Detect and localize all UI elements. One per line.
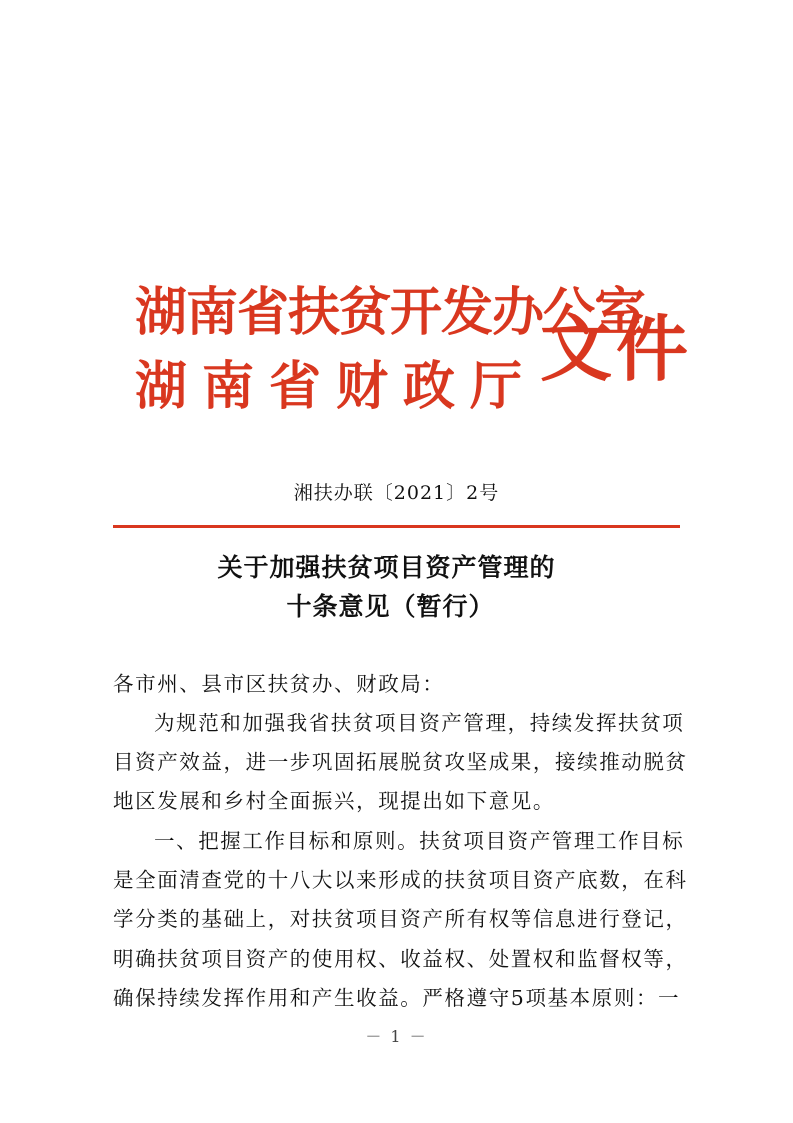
paragraph-line: 学分类的基础上，对扶贫项目资产所有权等信息进行登记， [113,907,688,932]
issuing-org-1: 湖南省扶贫开发办公室 [135,283,646,343]
document-title-line-1: 关于加强扶贫项目资产管理的 [217,553,556,582]
paragraph-line: 明确扶贫项目资产的使用权、收益权、处置权和监督权等， [113,946,688,971]
document-type-label: 文件 [540,307,693,391]
paragraph-line: 确保持续发挥作用和产生收益。严格遵守5项基本原则：一 [113,985,681,1010]
salutation: 各市州、县市区扶贫办、财政局： [113,672,445,696]
paragraph-line: 目资产效益，进一步巩固拓展脱贫攻坚成果，接续推动脱贫 [113,750,688,775]
issuing-org-2: 湖南省财政厅 [135,357,538,417]
page-number: － 1 － [365,1027,428,1046]
paragraph-line: 为规范和加强我省扶贫项目资产管理，持续发挥扶贫项 [154,711,685,735]
document-masthead [135,275,695,435]
paragraph-goals-principles [113,822,688,1018]
paragraph-intro [113,704,688,822]
paragraph-line: 是全面清查党的十八大以来形成的扶贫项目资产底数，在科 [113,868,688,893]
document-number: 湘扶办联〔2021〕2号 [293,482,500,504]
paragraph-line: 一、把握工作目标和原则。扶贫项目资产管理工作目标 [154,829,685,853]
paragraph-line: 地区发展和乡村全面振兴，现提出如下意见。 [113,789,555,814]
document-title-line-2: 十条意见（暂行） [286,592,495,621]
red-divider [113,525,680,528]
